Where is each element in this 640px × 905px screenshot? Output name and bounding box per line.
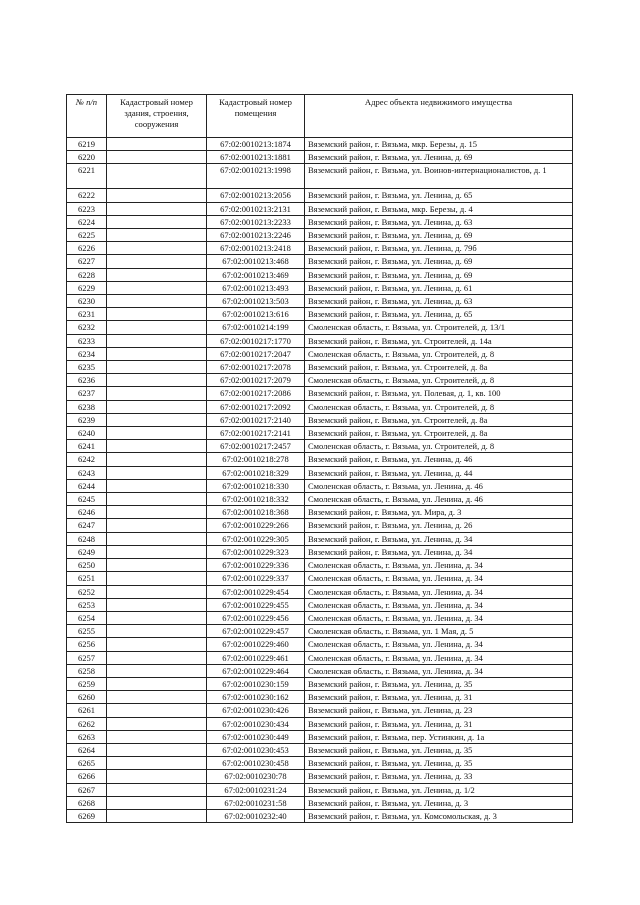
building-cadastral-cell: [107, 519, 207, 532]
premises-cadastral-cell: 67:02:0010213:1881: [207, 151, 305, 164]
premises-cadastral-cell: 67:02:0010229:337: [207, 572, 305, 585]
table-row: [67, 374, 573, 387]
premises-cadastral-cell: 67:02:0010218:329: [207, 466, 305, 479]
table-row: [67, 334, 573, 347]
row-number: 6264: [67, 743, 107, 756]
header-address: Адрес объекта недвижимого имущества: [305, 95, 573, 138]
table-row: [67, 361, 573, 374]
table-row: [67, 506, 573, 519]
building-cadastral-cell: [107, 585, 207, 598]
address-cell: Вяземский район, г. Вязьма, мкр. Березы, д. 4: [305, 202, 573, 215]
table-row: [67, 189, 573, 202]
row-number: 6250: [67, 559, 107, 572]
table-row: [67, 677, 573, 690]
table-row: [67, 281, 573, 294]
premises-cadastral-cell: 67:02:0010230:159: [207, 677, 305, 690]
row-number: 6259: [67, 677, 107, 690]
building-cadastral-cell: [107, 308, 207, 321]
premises-cadastral-cell: 67:02:0010229:455: [207, 598, 305, 611]
table-row: [67, 704, 573, 717]
address-cell: Смоленская область, г. Вязьма, ул. Строителей, д. 8: [305, 440, 573, 453]
row-number: 6225: [67, 229, 107, 242]
row-number: 6244: [67, 479, 107, 492]
address-cell: Вяземский район, г. Вязьма, ул. Ленина, д. 31: [305, 717, 573, 730]
building-cadastral-cell: [107, 453, 207, 466]
premises-cadastral-cell: 67:02:0010217:2457: [207, 440, 305, 453]
address-cell: Вяземский район, г. Вязьма, ул. Ленина, д. 31: [305, 691, 573, 704]
premises-cadastral-cell: 67:02:0010231:24: [207, 783, 305, 796]
building-cadastral-cell: [107, 321, 207, 334]
row-number: 6241: [67, 440, 107, 453]
table-row: [67, 519, 573, 532]
address-cell: Вяземский район, г. Вязьма, ул. Комсомольская, д. 3: [305, 809, 573, 822]
row-number: 6240: [67, 427, 107, 440]
table-row: [67, 242, 573, 255]
row-number: 6246: [67, 506, 107, 519]
row-number: 6234: [67, 347, 107, 360]
premises-cadastral-cell: 67:02:0010229:460: [207, 638, 305, 651]
address-cell: Смоленская область, г. Вязьма, ул. 1 Мая, д. 5: [305, 625, 573, 638]
building-cadastral-cell: [107, 664, 207, 677]
building-cadastral-cell: [107, 374, 207, 387]
address-cell: Вяземский район, г. Вязьма, ул. Строителей, д. 8а: [305, 427, 573, 440]
address-cell: Вяземский район, г. Вязьма, ул. Ленина, д. 35: [305, 677, 573, 690]
address-cell: Смоленская область, г. Вязьма, ул. Ленина, д. 34: [305, 585, 573, 598]
address-cell: Смоленская область, г. Вязьма, ул. Строителей, д. 8: [305, 347, 573, 360]
address-cell: Смоленская область, г. Вязьма, ул. Ленина, д. 46: [305, 493, 573, 506]
table-header: [67, 95, 573, 138]
address-cell: Вяземский район, г. Вязьма, ул. Строителей, д. 8а: [305, 413, 573, 426]
building-cadastral-cell: [107, 347, 207, 360]
building-cadastral-cell: [107, 189, 207, 202]
table-row: [67, 638, 573, 651]
address-cell: Вяземский район, г. Вязьма, ул. Полевая, д. 1, кв. 100: [305, 387, 573, 400]
row-number: 6245: [67, 493, 107, 506]
table-row: [67, 138, 573, 151]
row-number: 6238: [67, 400, 107, 413]
row-number: 6239: [67, 413, 107, 426]
premises-cadastral-cell: 67:02:0010213:2056: [207, 189, 305, 202]
premises-cadastral-cell: 67:02:0010229:454: [207, 585, 305, 598]
premises-cadastral-cell: 67:02:0010230:434: [207, 717, 305, 730]
row-number: 6220: [67, 151, 107, 164]
header-number: № п/п: [67, 95, 107, 138]
address-cell: Смоленская область, г. Вязьма, ул. Ленина, д. 34: [305, 638, 573, 651]
premises-cadastral-cell: 67:02:0010229:456: [207, 611, 305, 624]
premises-cadastral-cell: 67:02:0010217:1770: [207, 334, 305, 347]
address-cell: Вяземский район, г. Вязьма, ул. Ленина, д. 35: [305, 757, 573, 770]
row-number: 6254: [67, 611, 107, 624]
address-cell: Вяземский район, г. Вязьма, ул. Мира, д. 3: [305, 506, 573, 519]
premises-cadastral-cell: 67:02:0010229:464: [207, 664, 305, 677]
row-number: 6266: [67, 770, 107, 783]
premises-cadastral-cell: 67:02:0010217:2079: [207, 374, 305, 387]
building-cadastral-cell: [107, 532, 207, 545]
table-row: [67, 347, 573, 360]
building-cadastral-cell: [107, 493, 207, 506]
row-number: 6236: [67, 374, 107, 387]
premises-cadastral-cell: 67:02:0010213:616: [207, 308, 305, 321]
address-cell: Смоленская область, г. Вязьма, ул. Ленина, д. 34: [305, 611, 573, 624]
building-cadastral-cell: [107, 677, 207, 690]
premises-cadastral-cell: 67:02:0010218:368: [207, 506, 305, 519]
row-number: 6230: [67, 295, 107, 308]
building-cadastral-cell: [107, 625, 207, 638]
row-number: 6255: [67, 625, 107, 638]
address-cell: Смоленская область, г. Вязьма, ул. Строителей, д. 8: [305, 400, 573, 413]
premises-cadastral-cell: 67:02:0010213:468: [207, 255, 305, 268]
table-row: [67, 229, 573, 242]
row-number: 6269: [67, 809, 107, 822]
building-cadastral-cell: [107, 598, 207, 611]
property-table: [66, 94, 573, 823]
table-row: [67, 295, 573, 308]
table-row: [67, 466, 573, 479]
building-cadastral-cell: [107, 151, 207, 164]
row-number: 6221: [67, 164, 107, 189]
premises-cadastral-cell: 67:02:0010217:2092: [207, 400, 305, 413]
row-number: 6226: [67, 242, 107, 255]
premises-cadastral-cell: 67:02:0010230:458: [207, 757, 305, 770]
address-cell: Вяземский район, г. Вязьма, ул. Ленина, д. 35: [305, 743, 573, 756]
table-row: [67, 717, 573, 730]
row-number: 6258: [67, 664, 107, 677]
premises-cadastral-cell: 67:02:0010230:453: [207, 743, 305, 756]
table-row: [67, 215, 573, 228]
premises-cadastral-cell: 67:02:0010232:40: [207, 809, 305, 822]
row-number: 6222: [67, 189, 107, 202]
table-row: [67, 532, 573, 545]
table-row: [67, 268, 573, 281]
table-row: [67, 796, 573, 809]
row-number: 6233: [67, 334, 107, 347]
building-cadastral-cell: [107, 611, 207, 624]
table-row: [67, 400, 573, 413]
table-row: [67, 151, 573, 164]
row-number: 6247: [67, 519, 107, 532]
address-cell: Смоленская область, г. Вязьма, ул. Строителей, д. 8: [305, 374, 573, 387]
premises-cadastral-cell: 67:02:0010217:2141: [207, 427, 305, 440]
row-number: 6232: [67, 321, 107, 334]
building-cadastral-cell: [107, 651, 207, 664]
premises-cadastral-cell: 67:02:0010217:2078: [207, 361, 305, 374]
address-cell: Вяземский район, г. Вязьма, ул. Ленина, д. 34: [305, 545, 573, 558]
table-row: [67, 572, 573, 585]
premises-cadastral-cell: 67:02:0010213:503: [207, 295, 305, 308]
address-cell: Вяземский район, г. Вязьма, ул. Ленина, д. 63: [305, 295, 573, 308]
building-cadastral-cell: [107, 361, 207, 374]
table-row: [67, 743, 573, 756]
building-cadastral-cell: [107, 242, 207, 255]
row-number: 6235: [67, 361, 107, 374]
row-number: 6268: [67, 796, 107, 809]
row-number: 6263: [67, 730, 107, 743]
premises-cadastral-cell: 67:02:0010218:330: [207, 479, 305, 492]
premises-cadastral-cell: 67:02:0010213:2418: [207, 242, 305, 255]
row-number: 6224: [67, 215, 107, 228]
building-cadastral-cell: [107, 413, 207, 426]
address-cell: Вяземский район, г. Вязьма, пер. Устинкин, д. 1а: [305, 730, 573, 743]
table-row: [67, 625, 573, 638]
building-cadastral-cell: [107, 743, 207, 756]
address-cell: Вяземский район, г. Вязьма, ул. Ленина, д. 33: [305, 770, 573, 783]
address-cell: Вяземский район, г. Вязьма, ул. Ленина, д. 61: [305, 281, 573, 294]
building-cadastral-cell: [107, 229, 207, 242]
address-cell: Смоленская область, г. Вязьма, ул. Ленина, д. 34: [305, 664, 573, 677]
row-number: 6251: [67, 572, 107, 585]
table-row: [67, 308, 573, 321]
table-row: [67, 255, 573, 268]
table-row: [67, 202, 573, 215]
premises-cadastral-cell: 67:02:0010229:336: [207, 559, 305, 572]
building-cadastral-cell: [107, 479, 207, 492]
address-cell: Вяземский район, г. Вязьма, ул. Строителей, д. 8а: [305, 361, 573, 374]
row-number: 6265: [67, 757, 107, 770]
address-cell: Вяземский район, г. Вязьма, ул. Ленина, д. 23: [305, 704, 573, 717]
premises-cadastral-cell: 67:02:0010213:2131: [207, 202, 305, 215]
building-cadastral-cell: [107, 704, 207, 717]
address-cell: Смоленская область, г. Вязьма, ул. Строителей, д. 13/1: [305, 321, 573, 334]
premises-cadastral-cell: 67:02:0010229:266: [207, 519, 305, 532]
building-cadastral-cell: [107, 400, 207, 413]
table-row: [67, 691, 573, 704]
table-row: [67, 598, 573, 611]
table-row: [67, 453, 573, 466]
table-row: [67, 387, 573, 400]
table-row: [67, 321, 573, 334]
building-cadastral-cell: [107, 730, 207, 743]
table-row: [67, 479, 573, 492]
building-cadastral-cell: [107, 783, 207, 796]
building-cadastral-cell: [107, 138, 207, 151]
row-number: 6253: [67, 598, 107, 611]
address-cell: Вяземский район, г. Вязьма, ул. Воинов-интернационалистов, д. 1: [305, 164, 573, 189]
building-cadastral-cell: [107, 809, 207, 822]
premises-cadastral-cell: 67:02:0010213:2233: [207, 215, 305, 228]
table-row: [67, 664, 573, 677]
row-number: 6223: [67, 202, 107, 215]
building-cadastral-cell: [107, 796, 207, 809]
address-cell: Смоленская область, г. Вязьма, ул. Ленина, д. 34: [305, 572, 573, 585]
building-cadastral-cell: [107, 295, 207, 308]
premises-cadastral-cell: 67:02:0010229:305: [207, 532, 305, 545]
row-number: 6261: [67, 704, 107, 717]
building-cadastral-cell: [107, 466, 207, 479]
premises-cadastral-cell: 67:02:0010229:323: [207, 545, 305, 558]
address-cell: Вяземский район, г. Вязьма, мкр. Березы, д. 15: [305, 138, 573, 151]
building-cadastral-cell: [107, 757, 207, 770]
premises-cadastral-cell: 67:02:0010213:1998: [207, 164, 305, 189]
address-cell: Вяземский район, г. Вязьма, ул. Ленина, д. 65: [305, 189, 573, 202]
address-cell: Смоленская область, г. Вязьма, ул. Ленина, д. 34: [305, 598, 573, 611]
building-cadastral-cell: [107, 572, 207, 585]
row-number: 6260: [67, 691, 107, 704]
row-number: 6262: [67, 717, 107, 730]
row-number: 6231: [67, 308, 107, 321]
header-row: [67, 95, 573, 138]
table-row: [67, 783, 573, 796]
address-cell: Смоленская область, г. Вязьма, ул. Ленина, д. 34: [305, 651, 573, 664]
building-cadastral-cell: [107, 717, 207, 730]
premises-cadastral-cell: 67:02:0010218:278: [207, 453, 305, 466]
table-row: [67, 427, 573, 440]
table-row: [67, 164, 573, 189]
premises-cadastral-cell: 67:02:0010231:58: [207, 796, 305, 809]
premises-cadastral-cell: 67:02:0010218:332: [207, 493, 305, 506]
table-row: [67, 585, 573, 598]
address-cell: Смоленская область, г. Вязьма, ул. Ленина, д. 34: [305, 559, 573, 572]
header-premises-cadastral: Кадастровый номер помещения: [207, 95, 305, 138]
address-cell: Вяземский район, г. Вязьма, ул. Ленина, д. 3: [305, 796, 573, 809]
header-building-cadastral: Кадастровый номер здания, строения, сооружения: [107, 95, 207, 138]
premises-cadastral-cell: 67:02:0010213:1874: [207, 138, 305, 151]
premises-cadastral-cell: 67:02:0010217:2086: [207, 387, 305, 400]
address-cell: Вяземский район, г. Вязьма, ул. Ленина, д. 34: [305, 532, 573, 545]
building-cadastral-cell: [107, 202, 207, 215]
row-number: 6257: [67, 651, 107, 664]
building-cadastral-cell: [107, 268, 207, 281]
address-cell: Вяземский район, г. Вязьма, ул. Ленина, д. 69: [305, 268, 573, 281]
premises-cadastral-cell: 67:02:0010230:449: [207, 730, 305, 743]
premises-cadastral-cell: 67:02:0010217:2047: [207, 347, 305, 360]
building-cadastral-cell: [107, 281, 207, 294]
building-cadastral-cell: [107, 691, 207, 704]
premises-cadastral-cell: 67:02:0010230:426: [207, 704, 305, 717]
row-number: 6243: [67, 466, 107, 479]
address-cell: Вяземский район, г. Вязьма, ул. Ленина, д. 44: [305, 466, 573, 479]
address-cell: Вяземский район, г. Вязьма, ул. Ленина, д. 79б: [305, 242, 573, 255]
row-number: 6248: [67, 532, 107, 545]
row-number: 6237: [67, 387, 107, 400]
premises-cadastral-cell: 67:02:0010217:2140: [207, 413, 305, 426]
premises-cadastral-cell: 67:02:0010230:162: [207, 691, 305, 704]
building-cadastral-cell: [107, 506, 207, 519]
address-cell: Вяземский район, г. Вязьма, ул. Ленина, д. 46: [305, 453, 573, 466]
premises-cadastral-cell: 67:02:0010213:493: [207, 281, 305, 294]
building-cadastral-cell: [107, 255, 207, 268]
building-cadastral-cell: [107, 427, 207, 440]
building-cadastral-cell: [107, 559, 207, 572]
premises-cadastral-cell: 67:02:0010214:199: [207, 321, 305, 334]
premises-cadastral-cell: 67:02:0010229:461: [207, 651, 305, 664]
table-body: [67, 138, 573, 823]
address-cell: Вяземский район, г. Вязьма, ул. Ленина, д. 63: [305, 215, 573, 228]
address-cell: Вяземский район, г. Вязьма, ул. Ленина, д. 26: [305, 519, 573, 532]
premises-cadastral-cell: 67:02:0010213:2246: [207, 229, 305, 242]
table-row: [67, 440, 573, 453]
row-number: 6228: [67, 268, 107, 281]
table-row: [67, 757, 573, 770]
building-cadastral-cell: [107, 638, 207, 651]
address-cell: Вяземский район, г. Вязьма, ул. Ленина, д. 69: [305, 151, 573, 164]
row-number: 6229: [67, 281, 107, 294]
table-row: [67, 545, 573, 558]
address-cell: Смоленская область, г. Вязьма, ул. Ленина, д. 46: [305, 479, 573, 492]
premises-cadastral-cell: 67:02:0010213:469: [207, 268, 305, 281]
table-row: [67, 611, 573, 624]
row-number: 6249: [67, 545, 107, 558]
building-cadastral-cell: [107, 334, 207, 347]
row-number: 6252: [67, 585, 107, 598]
address-cell: Вяземский район, г. Вязьма, ул. Ленина, д. 1/2: [305, 783, 573, 796]
building-cadastral-cell: [107, 387, 207, 400]
premises-cadastral-cell: 67:02:0010230:78: [207, 770, 305, 783]
premises-cadastral-cell: 67:02:0010229:457: [207, 625, 305, 638]
table-row: [67, 413, 573, 426]
table-row: [67, 493, 573, 506]
address-cell: Вяземский район, г. Вязьма, ул. Ленина, д. 69: [305, 229, 573, 242]
building-cadastral-cell: [107, 440, 207, 453]
row-number: 6242: [67, 453, 107, 466]
table-row: [67, 651, 573, 664]
row-number: 6219: [67, 138, 107, 151]
table-row: [67, 730, 573, 743]
table-row: [67, 559, 573, 572]
row-number: 6227: [67, 255, 107, 268]
building-cadastral-cell: [107, 770, 207, 783]
row-number: 6256: [67, 638, 107, 651]
table-row: [67, 809, 573, 822]
building-cadastral-cell: [107, 215, 207, 228]
row-number: 6267: [67, 783, 107, 796]
building-cadastral-cell: [107, 164, 207, 189]
table-row: [67, 770, 573, 783]
address-cell: Вяземский район, г. Вязьма, ул. Ленина, д. 69: [305, 255, 573, 268]
address-cell: Вяземский район, г. Вязьма, ул. Строителей, д. 14а: [305, 334, 573, 347]
building-cadastral-cell: [107, 545, 207, 558]
address-cell: Вяземский район, г. Вязьма, ул. Ленина, д. 65: [305, 308, 573, 321]
